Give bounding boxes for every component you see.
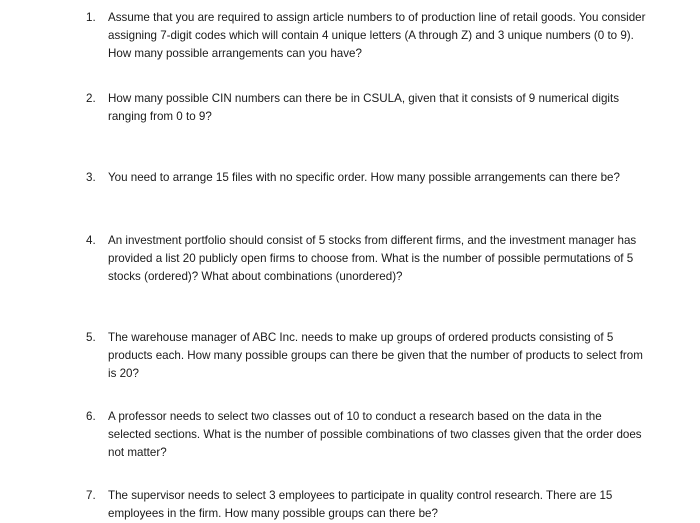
question-number: 4. [86,234,96,247]
question-text: How many possible CIN numbers can there be in CSULA, given that it consists of 9 numerical digits ranging from 0 to 9? [108,92,620,123]
question-number: 1. [86,11,96,24]
question-text: The warehouse manager of ABC Inc. needs to make up groups of ordered products consisting of 5 products each. How many possible groups can there be given that the number of products to select from is 20? [108,331,643,380]
question-number: 6. [86,410,96,423]
question-text: You need to arrange 15 files with no specific order. How many possible arrangements can there be? [108,171,620,184]
question-number: 3. [86,171,96,184]
question-text: An investment portfolio should consist of 5 stocks from different firms, and the investment manager has provided a list 20 publicly open firms to choose from. What is the number of possible permutations of 5 stocks (ordered)? What about combinations (unordered)? [108,234,637,283]
question-text: The supervisor needs to select 3 employees to participate in quality control research. There are 15 employees in the firm. How many possible groups can there be? [108,489,613,520]
question-text: A professor needs to select two classes out of 10 to conduct a research based on the data in the selected sections. What is the number of possible combinations of two classes given that the order does not matter? [108,410,642,459]
question-item [86,9,646,63]
question-item [86,408,646,462]
question-number: 7. [86,489,96,502]
question-item [86,169,646,187]
question-item [86,90,646,126]
question-number: 2. [86,92,96,105]
question-item [86,232,646,286]
question-item [86,329,646,383]
question-number: 5. [86,331,96,344]
question-item [86,487,646,523]
question-text: Assume that you are required to assign article numbers to of production line of retail goods. You consider assigning 7-digit codes which will contain 4 unique letters (A through Z) and 3 unique numbers (0 to 9). How many possible arrangements can you have? [108,11,646,60]
